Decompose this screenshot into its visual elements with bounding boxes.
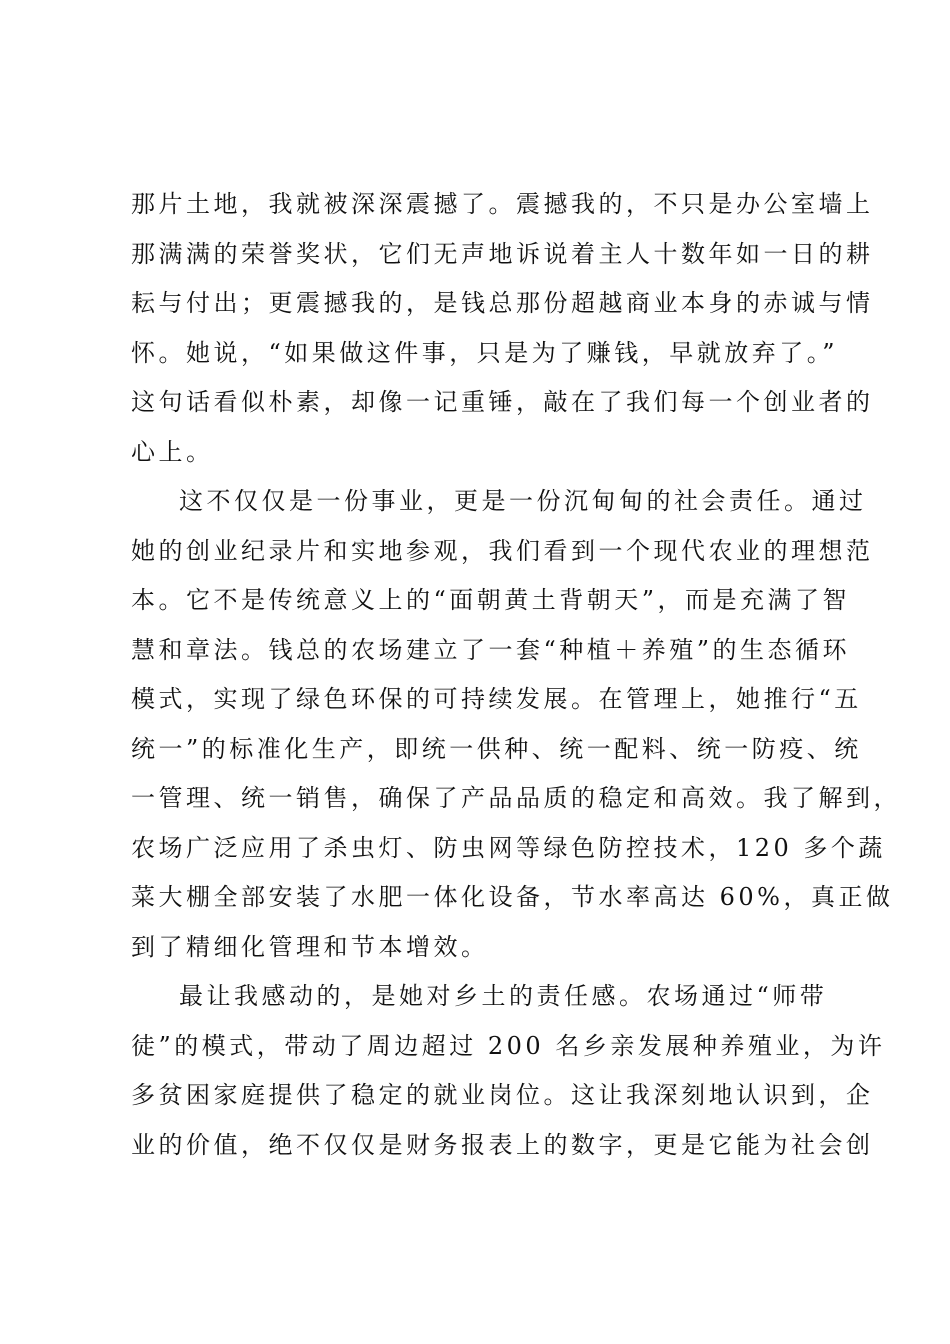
paragraph-2 [131,477,901,972]
text-line: 这句话看似朴素，却像一记重锤，敲在了我们每一个创业者的 [131,388,874,416]
text-line: 到了精细化管理和节本增效。 [131,932,489,961]
text-line: 最让我感动的，是她对乡土的责任感。农场通过“师带 [179,982,828,1010]
text-line: 慧和章法。钱总的农场建立了一套“种植＋养殖”的生态循环 [131,635,851,664]
text-line: 心上。 [131,437,214,466]
text-line: 徒”的模式，带动了周边超过 200 名乡亲发展种养殖业，为许 [131,1031,886,1060]
text-line: 菜大棚全部安装了水肥一体化设备，节水率高达 60%，真正做 [131,883,894,911]
text-line: 农场广泛应用了杀虫灯、防虫网等绿色防控技术，120 多个蔬 [131,833,886,862]
text-line: 那片土地，我就被深深震撼了。震撼我的，不只是办公室墙上 [131,190,874,218]
text-line: 那满满的荣誉奖状，它们无声地诉说着主人十数年如一日的耕 [131,239,874,268]
paragraph-1 [131,180,874,477]
paragraph-3 [131,972,886,1170]
text-line: 多贫困家庭提供了稳定的就业岗位。这让我深刻地认识到，企 [131,1081,874,1109]
text-line: 统一”的标准化生产，即统一供种、统一配料、统一防疫、统 [131,734,862,763]
text-line: 本。它不是传统意义上的“面朝黄土背朝天”，而是充满了智 [131,586,851,614]
text-line: 业的价值，绝不仅仅是财务报表上的数字，更是它能为社会创 [131,1130,874,1159]
text-line: 耘与付出；更震撼我的，是钱总那份超越商业本身的赤诚与情 [131,289,874,317]
text-line: 怀。她说，“如果做这件事，只是为了赚钱，早就放弃了。” [131,338,839,367]
text-line: 一管理、统一销售，确保了产品品质的稳定和高效。我了解到， [131,784,901,812]
document-body [131,180,901,1170]
text-line: 她的创业纪录片和实地参观，我们看到一个现代农业的理想范 [131,536,874,565]
text-line: 模式，实现了绿色环保的可持续发展。在管理上，她推行“五 [131,685,862,713]
text-line: 这不仅仅是一份事业，更是一份沉甸甸的社会责任。通过 [179,487,867,515]
